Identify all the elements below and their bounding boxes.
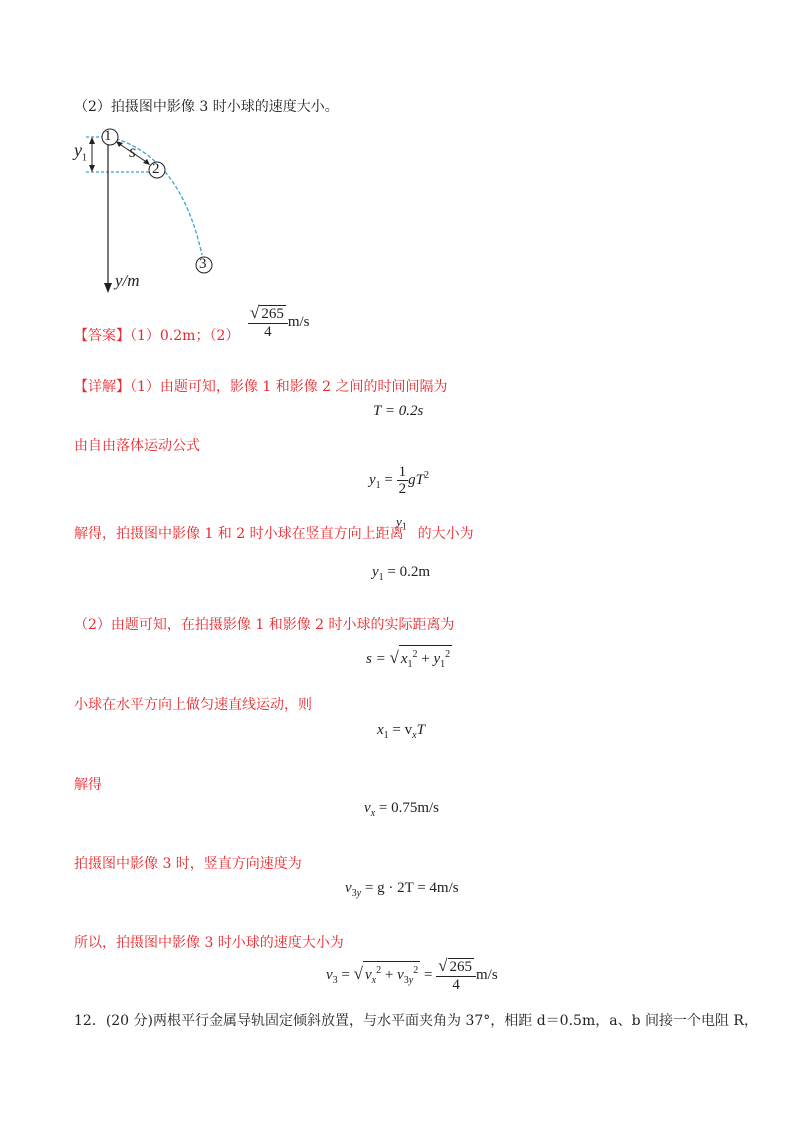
point-3-label: 3 (199, 256, 207, 272)
detail-line2: 由自由落体运动公式 (74, 438, 200, 454)
s-label: s (129, 141, 137, 161)
point-2-label: 2 (152, 161, 160, 177)
y-axis-arrowhead (104, 283, 112, 293)
trajectory-diagram (70, 125, 250, 300)
y1-label: $y_1$ (74, 140, 87, 164)
answer-part1: （1）0.2m；（2） (130, 328, 240, 344)
eq-y1-value: $y_1 = 0.2m$ (372, 564, 431, 583)
eq-T: T = 0.2s (373, 403, 424, 419)
question-part2: （2）拍摄图中影像 3 时小球的速度大小。 (74, 99, 339, 115)
eq-x1: $x_1 = v_xT$ (377, 722, 425, 741)
eq-vx: $v_x = 0.75m/s$ (364, 800, 440, 819)
eq-y1: $y_1$ = $\frac{1}{2}$ $gT^2$ (369, 464, 429, 497)
detail-line5: 小球在水平方向上做匀速直线运动，则 (74, 697, 312, 713)
trajectory-curve (110, 137, 202, 255)
eq-v3y: $v_{3y} = g \cdot 2T = 4m/s$ (345, 880, 459, 899)
answer-fraction: $\frac{√ 265}{4}$ m/s (250, 303, 310, 340)
detail-line4: （2）由题可知，在拍摄影像 1 和影像 2 时小球的实际距离为 (74, 617, 455, 633)
answer-tag: 【答案】 (74, 328, 130, 344)
detail-line6: 解得 (74, 777, 102, 793)
next-question: 12．(20 分)两根平行金属导轨固定倾斜放置，与水平面夹角为 37°，相距 d＝0.5m，a、b 间接一个电阻 R， (74, 1013, 758, 1029)
answer-line (74, 327, 239, 345)
line3-var: $y_1$ (396, 514, 407, 533)
detail-line3: 解得，拍摄图中影像 1 和 2 时小球在竖直方向上距离 的大小为 (74, 526, 474, 542)
eq-s: s = √ $x_1^2 + y_1^2$ (366, 645, 452, 673)
point-1-label: 1 (104, 128, 112, 144)
eq-v3: $v_3$ = √ $v_x^2 + v_{3y}^2$ = $\frac{√ 265}{4}$ m/s (326, 956, 498, 993)
detail-line7: 拍摄图中影像 3 时，竖直方向速度为 (74, 856, 302, 872)
detail-line1: 【详解】（1）由题可知，影像 1 和影像 2 之间的时间间隔为 (74, 379, 448, 395)
axis-label: y/m (115, 271, 140, 290)
detail-line8: 所以，拍摄图中影像 3 时小球的速度大小为 (74, 935, 344, 951)
